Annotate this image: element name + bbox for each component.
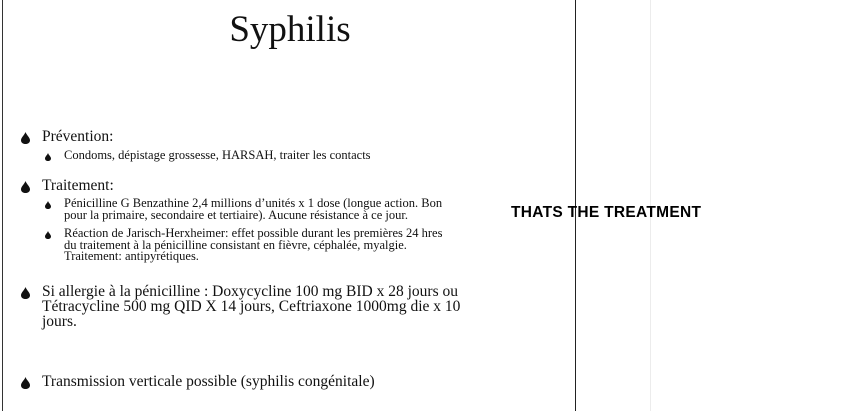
prevention-item: Condoms, dépistage grossesse, HARSAH, traiter les contacts [64,148,371,162]
bullet-icon [21,377,30,389]
overlay-caption: THATS THE TREATMENT [511,204,702,221]
slide-title: Syphilis [229,9,351,50]
traitement-item-penicilline: Pénicilline G Benzathine 2,4 millions d’unités x 1 dose (longue action. Bon pour la primaire, secondaire et tertiaire). Aucune résistance à ce jour. [64,196,443,222]
bullet-traitement: Traitement: [42,177,114,194]
bullet-icon [21,132,30,144]
traitement-item-jarisch: Réaction de Jarisch-Herxheimer: effet possible durant les premières 24 hres du traitement à la pénicilline consistant en fièvre, céphalée, myalgie. Traitement: antipyrétiques. [64,226,443,263]
bullet-prevention: Prévention: [42,128,114,145]
bullet-transmission: Transmission verticale possible (syphilis congénitale) [42,373,375,390]
sub-bullet-icon [45,201,51,209]
sub-bullet-icon [45,231,51,239]
bullet-icon [21,181,30,193]
slide [2,0,576,411]
bullet-allergie: Si allergie à la pénicilline : Doxycycline 100 mg BID x 28 jours ou Tétracycline 500 mg QID X 14 jours, Ceftriaxone 1000mg die x 10 jours. [42,283,461,330]
bullet-icon [21,287,30,299]
sub-bullet-icon [45,153,51,161]
